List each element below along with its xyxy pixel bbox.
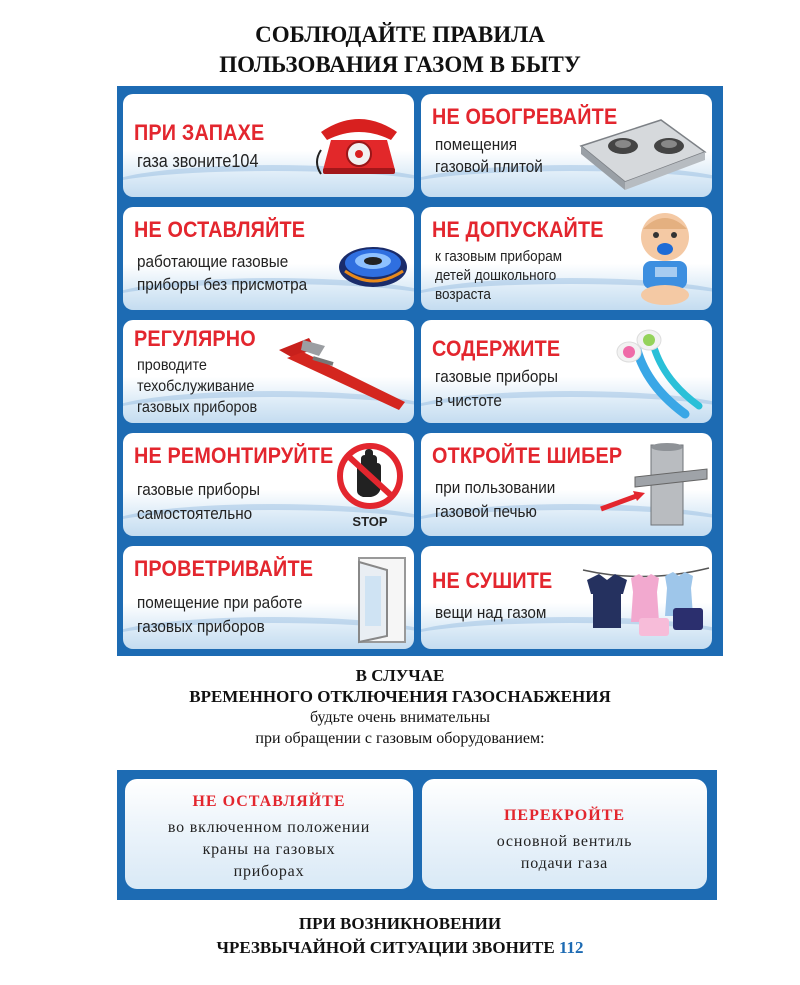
rule-text-line: техобслуживание <box>137 378 255 395</box>
rule-text-line: в чистоте <box>435 391 502 410</box>
rule-card-damper <box>421 433 712 536</box>
rule-text-line: газа звоните104 <box>137 151 259 171</box>
rule-card-smell <box>123 94 414 197</box>
rule-heading: РЕГУЛЯРНО <box>134 326 256 351</box>
emergency-line-1: ПРИ ВОЗНИКНОВЕНИИ <box>298 914 502 933</box>
rule-card-drying <box>421 546 712 649</box>
outage-tip-card <box>422 779 707 889</box>
telephone-icon <box>315 110 403 178</box>
drying-clothes-icon <box>581 558 711 642</box>
rule-heading: СОДЕРЖИТЕ <box>432 336 561 361</box>
outage-tip-line: основной вентиль <box>496 833 633 850</box>
stop-label: STOP <box>352 514 388 529</box>
rule-text-line: вещи над газом <box>435 603 547 622</box>
stop-hand-icon <box>335 441 405 531</box>
rule-text-line: работающие газовые <box>137 252 289 271</box>
rule-card-maintenance <box>123 320 414 423</box>
rule-card-clean <box>421 320 712 423</box>
rule-text-line: самостоятельно <box>137 504 253 523</box>
title-line-2: ПОЛЬЗОВАНИЯ ГАЗОМ В БЫТУ <box>219 52 581 77</box>
baby-icon <box>629 211 701 307</box>
emergency-text: ЧРЕЗВЫЧАЙНОЙ СИТУАЦИИ ЗВОНИТЕ <box>216 938 555 957</box>
page-title <box>0 20 800 80</box>
outage-tip-line: приборах <box>233 863 305 880</box>
outage-tips-panel <box>117 770 717 900</box>
emergency-number: 112 <box>558 938 584 957</box>
notice-line-1: В СЛУЧАЕ <box>355 666 445 685</box>
emergency-footer <box>0 912 800 960</box>
rule-heading: НЕ ОБОГРЕВАЙТЕ <box>432 104 618 129</box>
rule-card-repair <box>123 433 414 536</box>
outage-tip-line: подачи газа <box>520 855 609 872</box>
pipe-wrench-icon <box>273 332 409 412</box>
notice-line-4: при обращении с газовым оборудованием: <box>255 730 545 747</box>
gas-stove-icon <box>577 112 709 192</box>
rule-card-ventilate <box>123 546 414 649</box>
rule-text-line: газовые приборы <box>137 480 260 499</box>
rule-heading: НЕ СУШИТЕ <box>432 568 553 593</box>
outage-tip-heading: НЕ ОСТАВЛЯЙТЕ <box>192 793 346 810</box>
rule-text-line: газовой печью <box>435 502 537 521</box>
rule-card-unattended <box>123 207 414 310</box>
rule-heading: НЕ ОСТАВЛЯЙТЕ <box>134 217 306 242</box>
rule-text-line: газовых приборов <box>137 399 258 416</box>
rule-text-line: детей дошкольного <box>435 267 557 284</box>
rule-text-line: помещение при работе <box>137 593 303 612</box>
rule-text-line: при пользовании <box>435 478 556 497</box>
outage-tip-heading: ПЕРЕКРОЙТЕ <box>503 807 626 824</box>
rule-text-line: приборы без присмотра <box>137 275 308 294</box>
outage-tip-line: во включенном положении <box>167 819 371 836</box>
rule-text-line: проводите <box>137 357 207 374</box>
gas-flame-icon <box>337 231 411 291</box>
rule-heading: НЕ РЕМОНТИРУЙТЕ <box>134 443 334 468</box>
chimney-damper-icon <box>599 443 709 533</box>
cleaning-brushes-icon <box>607 326 707 422</box>
title-line-1: СОБЛЮДАЙТЕ ПРАВИЛА <box>255 22 545 47</box>
notice-line-2: ВРЕМЕННОГО ОТКЛЮЧЕНИЯ ГАЗОСНАБЖЕНИЯ <box>189 687 611 706</box>
rule-heading: ПРОВЕТРИВАЙТЕ <box>134 556 314 581</box>
outage-tip-card <box>125 779 413 889</box>
rule-text-line: газовых приборов <box>137 617 265 636</box>
notice-line-3: будьте очень внимательны <box>309 709 491 726</box>
outage-tip-line: краны на газовых <box>202 841 336 858</box>
outage-notice <box>0 665 800 749</box>
rule-heading: НЕ ДОПУСКАЙТЕ <box>432 217 604 242</box>
rule-card-children <box>421 207 712 310</box>
rule-card-heating <box>421 94 712 197</box>
rules-panel <box>117 86 723 656</box>
rule-text-line: помещения <box>435 135 518 154</box>
open-window-icon <box>355 556 409 646</box>
rule-text-line: к газовым приборам <box>435 248 562 265</box>
rule-text-line: газовые приборы <box>435 367 558 386</box>
rule-text-line: газовой плитой <box>435 157 543 176</box>
emergency-line-2 <box>0 936 800 960</box>
rule-text-line: возраста <box>435 286 491 303</box>
rule-heading: ОТКРОЙТЕ ШИБЕР <box>432 443 623 468</box>
rule-heading: ПРИ ЗАПАХЕ <box>134 120 265 145</box>
